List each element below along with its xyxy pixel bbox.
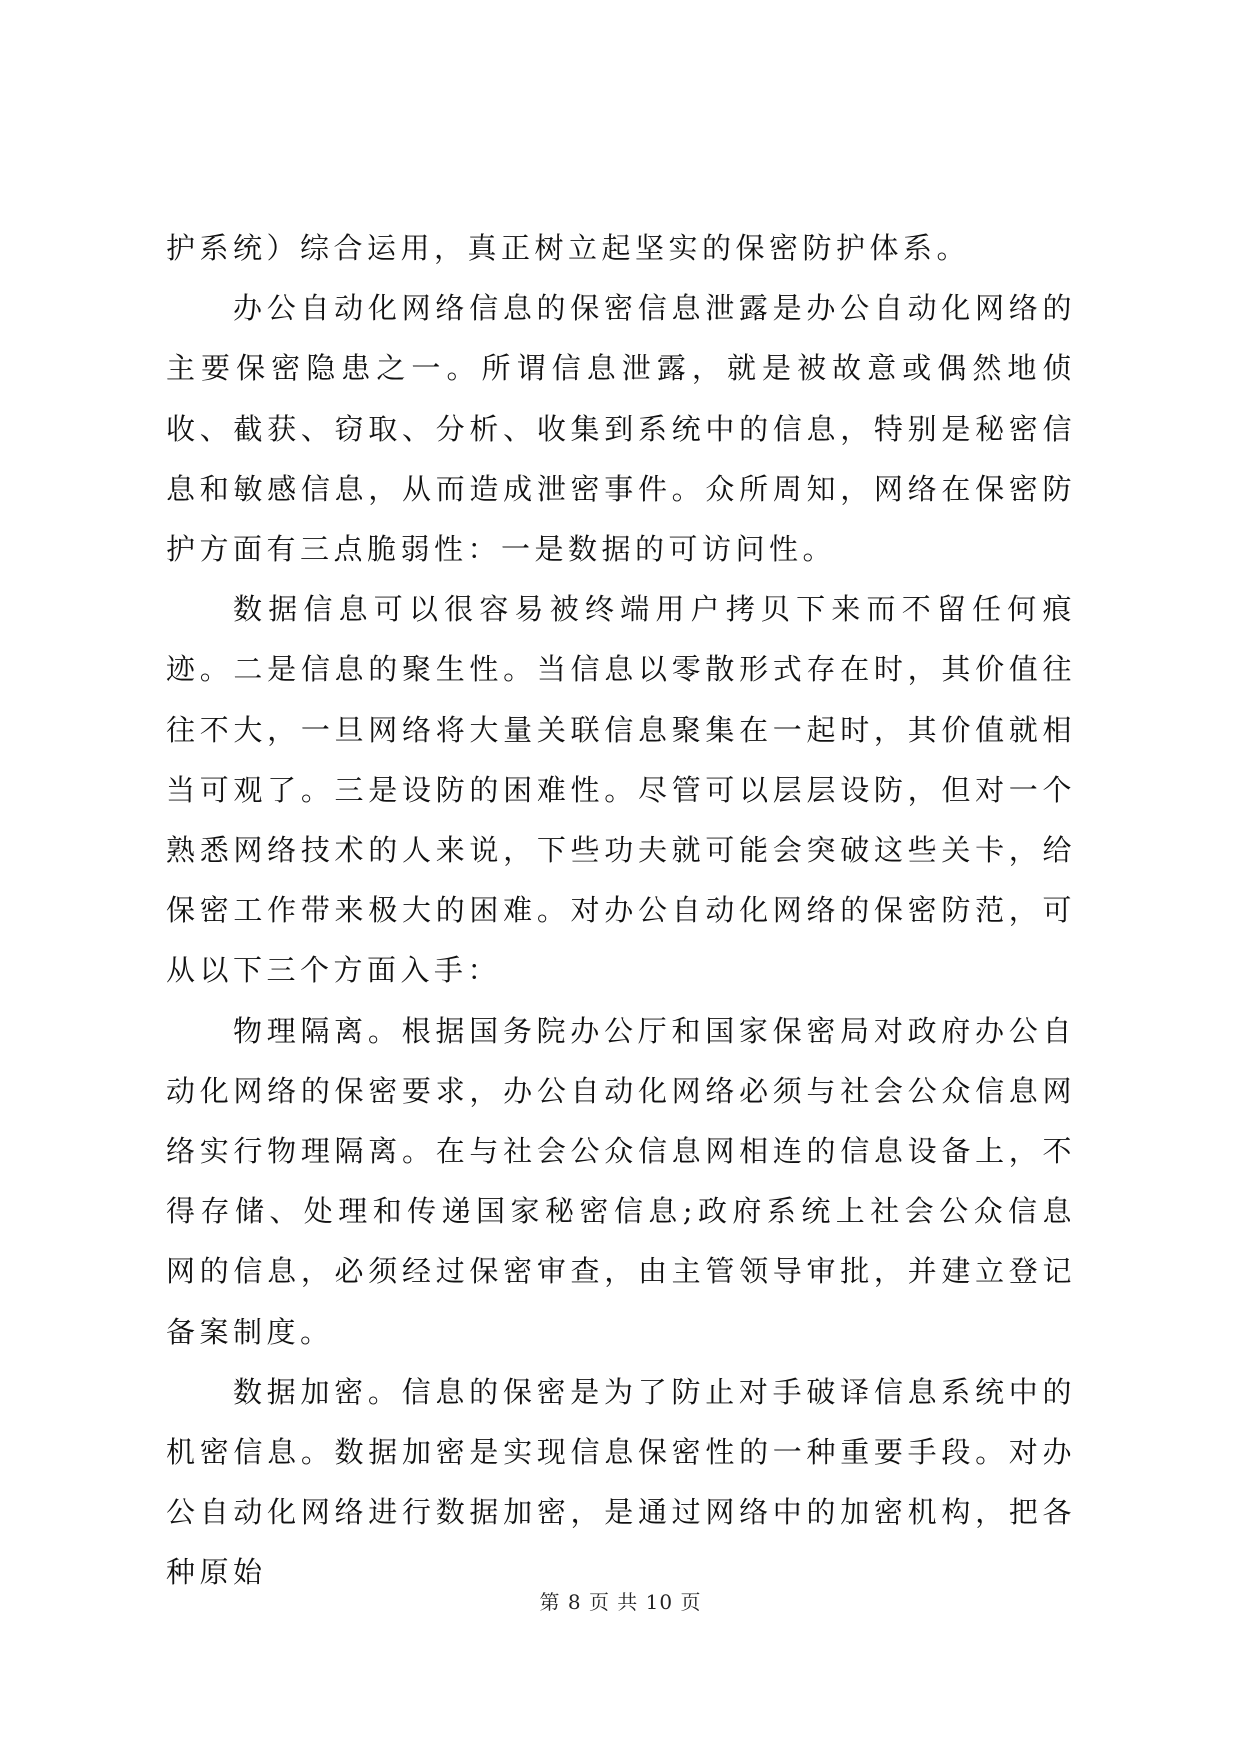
page-number-footer: 第 8 页 共 10 页	[539, 1590, 702, 1614]
paragraph-3: 数据信息可以很容易被终端用户拷贝下来而不留任何痕迹。二是信息的聚生性。当信息以零散形式存在时，其价值往往不大，一旦网络将大量关联信息聚集在一起时，其价值就相当可观了。三是设防的困难性。尽管可以层层设防，但对一个熟悉网络技术的人来说，下些功夫就可能会突破这些关卡，给保密工作带来极大的困难。对办公自动化网络的保密防范，可从以下三个方面入手：	[166, 592, 1076, 988]
paragraph-1: 护系统）综合运用，真正树立起坚实的保密防护体系。	[166, 231, 971, 265]
paragraph-4: 物理隔离。根据国务院办公厅和国家保密局对政府办公自动化网络的保密要求，办公自动化网络必须与社会公众信息网络实行物理隔离。在与社会公众信息网相连的信息设备上，不得存储、处理和传递国家秘密信息;政府系统上社会公众信息网的信息，必须经过保密审查，由主管领导审批，并建立登记备案制度。	[166, 1013, 1076, 1349]
document-body	[166, 218, 1076, 1603]
paragraph-5: 数据加密。信息的保密是为了防止对手破译信息系统中的机密信息。数据加密是实现信息保密性的一种重要手段。对办公自动化网络进行数据加密，是通过网络中的加密机构，把各种原始	[166, 1374, 1076, 1590]
paragraph-2: 办公自动化网络信息的保密信息泄露是办公自动化网络的主要保密隐患之一。所谓信息泄露，就是被故意或偶然地侦收、截获、窃取、分析、收集到系统中的信息，特别是秘密信息和敏感信息，从而造成泄密事件。众所周知，网络在保密防护方面有三点脆弱性：一是数据的可访问性。	[166, 291, 1076, 567]
